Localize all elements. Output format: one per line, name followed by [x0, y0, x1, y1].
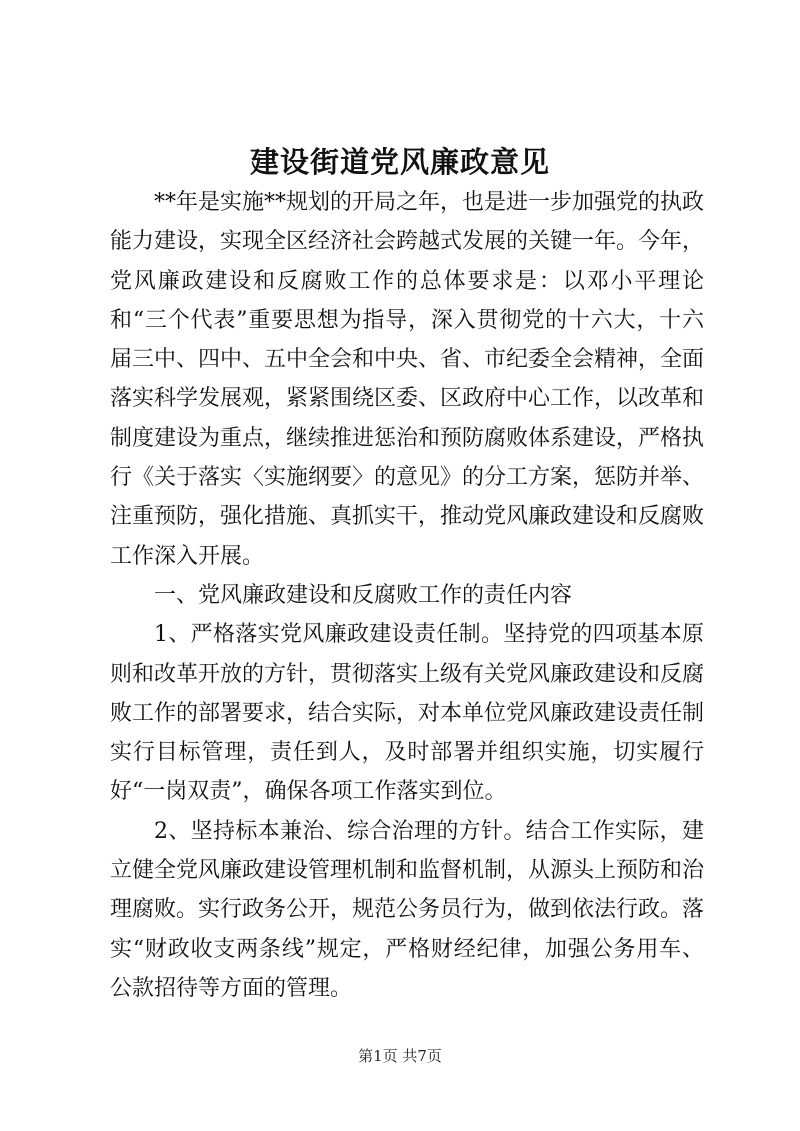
page-indicator: 第1页 共7页 — [358, 1047, 442, 1065]
section-heading: 一、党风廉政建设和反腐败工作的责任内容 — [154, 582, 573, 608]
paragraph-item-1: 1、严格落实党风廉政建设责任制。坚持党的四项基本原则和改革开放的方针，贯彻落实上级有关党风廉政建设和反腐败工作的部署要求，结合实际，对本单位党风廉政建设责任制实行目标管理，责任到人，及时部署并组织实施，切实履行好“一岗双责”，确保各项工作落实到位。 — [110, 622, 705, 805]
document-title: 建设街道党风廉政意见 — [249, 145, 550, 179]
document-body — [110, 183, 704, 1008]
paragraph-item-2: 2、坚持标本兼治、综合治理的方针。结合工作实际，建立健全党风廉政建设管理机制和监督机制，从源头上预防和治理腐败。实行政务公开，规范公务员行为，做到依法行政。落实“财政收支两条线”规定，严格财经纪律，加强公务用车、公款招待等方面的管理。 — [110, 818, 705, 1001]
paragraph-intro: **年是实施**规划的开局之年，也是进一步加强党的执政能力建设，实现全区经济社会跨越式发展的关键一年。今年，党风廉政建设和反腐败工作的总体要求是：以邓小平理论和“三个代表”重要思想为指导，深入贯彻党的十六大，十六届三中、四中、五中全会和中央、省、市纪委全会精神，全面落实科学发展观，紧紧围绕区委、区政府中心工作，以改革和制度建设为重点，继续推进惩治和预防腐败体系建设，严格执行《关于落实〈实施纲要〉的意见》的分工方案，惩防并举、注重预防，强化措施、真抓实干，推动党风廉政建设和反腐败工作深入开展。 — [110, 190, 705, 569]
